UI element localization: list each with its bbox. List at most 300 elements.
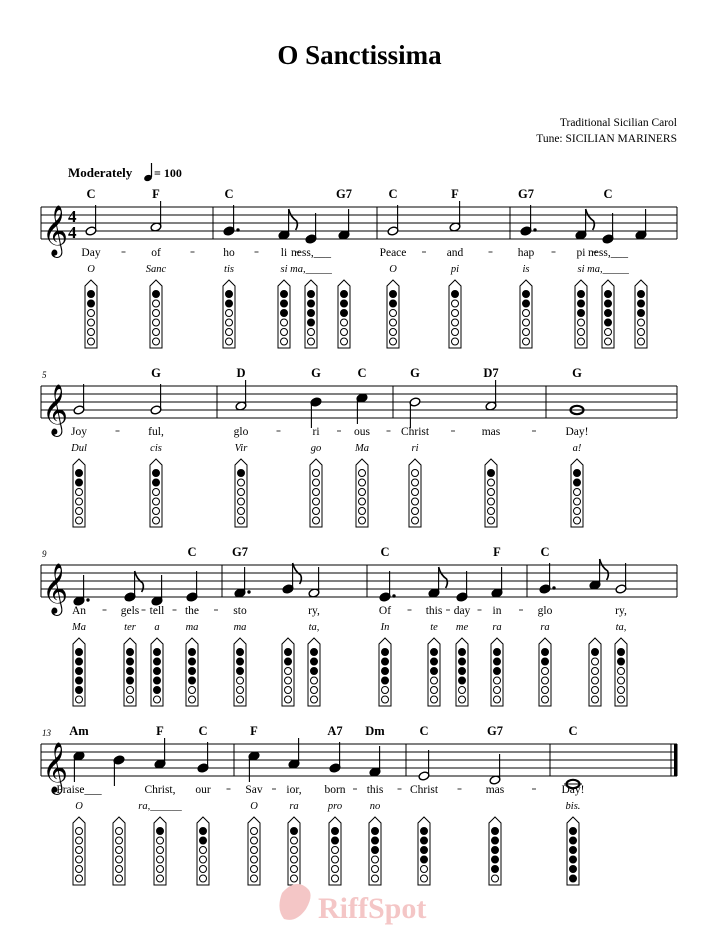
- finger-hole: [492, 828, 499, 835]
- finger-hole: [153, 291, 160, 298]
- chord-symbol: F: [250, 724, 258, 738]
- lyric-verse-1: mas: [481, 426, 501, 438]
- finger-hole: [311, 649, 318, 656]
- lyric-verse-2: no: [369, 801, 381, 812]
- finger-hole: [542, 687, 549, 694]
- finger-hole: [281, 319, 288, 326]
- finger-hole: [291, 866, 298, 873]
- finger-hole: [605, 300, 612, 307]
- lyric-verse-2: a: [154, 622, 160, 633]
- finger-hole: [238, 479, 245, 486]
- chord-symbol: F: [493, 545, 501, 559]
- finger-hole: [116, 837, 123, 844]
- finger-hole: [308, 291, 315, 298]
- whistle-fingering: [615, 638, 627, 706]
- finger-hole: [605, 319, 612, 326]
- finger-hole: [76, 668, 83, 675]
- lyric-verse-1: our: [195, 784, 211, 796]
- finger-hole: [116, 866, 123, 873]
- chord-symbol: G7: [336, 187, 352, 201]
- page-title: O Sanctissima: [277, 40, 442, 70]
- whistle-fingering: [539, 638, 551, 706]
- finger-hole: [285, 658, 292, 665]
- finger-hole: [578, 291, 585, 298]
- finger-hole: [153, 479, 160, 486]
- lyric-verse-2: O: [250, 801, 258, 812]
- finger-hole: [200, 875, 207, 882]
- finger-hole: [570, 875, 577, 882]
- whistle-fingering: [491, 638, 503, 706]
- whistle-fingering: [449, 280, 461, 348]
- finger-hole: [88, 329, 95, 336]
- dot: [392, 594, 395, 597]
- lyric-verse-2: O: [87, 264, 95, 275]
- lyric-verse-2: te: [430, 622, 438, 633]
- finger-hole: [76, 677, 83, 684]
- finger-hole: [226, 329, 233, 336]
- finger-hole: [578, 338, 585, 345]
- finger-hole: [570, 866, 577, 873]
- finger-hole: [412, 470, 419, 477]
- chord-symbol: G: [311, 366, 321, 380]
- finger-hole: [200, 856, 207, 863]
- finger-hole: [76, 847, 83, 854]
- finger-hole: [459, 687, 466, 694]
- finger-hole: [341, 310, 348, 317]
- finger-hole: [153, 300, 160, 307]
- finger-hole: [542, 677, 549, 684]
- finger-hole: [390, 319, 397, 326]
- finger-hole: [431, 687, 438, 694]
- finger-hole: [492, 856, 499, 863]
- finger-hole: [153, 470, 160, 477]
- finger-hole: [542, 649, 549, 656]
- lyric-verse-2: si: [280, 264, 288, 275]
- finger-hole: [251, 828, 258, 835]
- whistle-fingering: [338, 280, 350, 348]
- finger-hole: [88, 338, 95, 345]
- chord-symbol: C: [187, 545, 197, 559]
- finger-hole: [570, 847, 577, 854]
- finger-hole: [372, 856, 379, 863]
- finger-hole: [76, 856, 83, 863]
- finger-hole: [189, 658, 196, 665]
- lyric-verse-1: Praise___: [56, 784, 102, 796]
- finger-hole: [76, 479, 83, 486]
- treble-clef-icon: 𝄞: [42, 564, 69, 613]
- lyric-verse-2: ra: [492, 622, 502, 633]
- chord-symbol: C: [568, 724, 578, 738]
- whistle-fingering: [186, 638, 198, 706]
- finger-hole: [618, 658, 625, 665]
- finger-hole: [157, 875, 164, 882]
- finger-hole: [251, 875, 258, 882]
- finger-hole: [313, 517, 320, 524]
- chord-symbol: C: [603, 187, 613, 201]
- finger-hole: [494, 658, 501, 665]
- finger-hole: [638, 329, 645, 336]
- finger-hole: [238, 498, 245, 505]
- finger-hole: [578, 319, 585, 326]
- finger-hole: [154, 687, 161, 694]
- finger-hole: [332, 875, 339, 882]
- lyric-verse-2: ta,: [615, 622, 627, 633]
- lyric-verse-2: ter: [124, 622, 136, 633]
- finger-hole: [488, 470, 495, 477]
- whistle-fingering: [248, 817, 260, 885]
- finger-hole: [291, 856, 298, 863]
- finger-hole: [488, 489, 495, 496]
- finger-hole: [308, 319, 315, 326]
- finger-hole: [578, 310, 585, 317]
- finger-hole: [570, 837, 577, 844]
- chord-symbol: C: [380, 545, 390, 559]
- lyric-verse-1: ri: [312, 426, 320, 438]
- finger-hole: [459, 696, 466, 703]
- finger-hole: [494, 677, 501, 684]
- whistle-fingering: [85, 280, 97, 348]
- lyric-verse-2: ra,______: [138, 801, 182, 812]
- finger-hole: [431, 649, 438, 656]
- finger-hole: [574, 479, 581, 486]
- finger-hole: [285, 677, 292, 684]
- finger-hole: [459, 649, 466, 656]
- finger-hole: [127, 668, 134, 675]
- finger-hole: [88, 300, 95, 307]
- finger-hole: [359, 498, 366, 505]
- lyric-verse-1: hap: [517, 247, 535, 259]
- finger-hole: [154, 668, 161, 675]
- lyric-verse-2: ma,_____: [587, 264, 629, 275]
- whistle-fingering: [489, 817, 501, 885]
- lyric-verse-1: ior,: [286, 784, 302, 796]
- finger-hole: [523, 300, 530, 307]
- treble-clef-icon: 𝄞: [42, 743, 69, 792]
- lyric-verse-2: me: [455, 622, 469, 633]
- finger-hole: [488, 508, 495, 515]
- finger-hole: [523, 338, 530, 345]
- finger-hole: [281, 310, 288, 317]
- lyric-verse-1: Christ,: [144, 784, 176, 796]
- finger-hole: [452, 291, 459, 298]
- finger-hole: [154, 677, 161, 684]
- lyric-verse-2: si: [577, 264, 585, 275]
- finger-hole: [285, 668, 292, 675]
- note-flag: [289, 209, 298, 230]
- lyric-verse-1: Day!: [565, 426, 589, 438]
- finger-hole: [308, 310, 315, 317]
- credit-line-1: Traditional Sicilian Carol: [559, 117, 677, 129]
- finger-hole: [88, 291, 95, 298]
- lyric-verse-1: day: [453, 605, 471, 617]
- finger-hole: [359, 508, 366, 515]
- finger-hole: [618, 677, 625, 684]
- lyric-verse-2: is: [522, 264, 530, 275]
- finger-hole: [494, 668, 501, 675]
- lyric-verse-1: li: [280, 247, 288, 259]
- finger-hole: [238, 489, 245, 496]
- chord-symbol: A7: [327, 724, 343, 738]
- finger-hole: [452, 329, 459, 336]
- finger-hole: [492, 837, 499, 844]
- lyric-verse-1: ho: [223, 247, 235, 259]
- finger-hole: [372, 875, 379, 882]
- lyric-verse-2: Dul: [71, 443, 87, 454]
- finger-hole: [311, 696, 318, 703]
- finger-hole: [251, 847, 258, 854]
- finger-hole: [157, 847, 164, 854]
- note-flag: [600, 559, 609, 580]
- finger-hole: [251, 837, 258, 844]
- finger-hole: [153, 338, 160, 345]
- lyric-verse-1: ness,___: [291, 247, 331, 259]
- lyric-verse-1: glo: [233, 426, 249, 438]
- finger-hole: [237, 687, 244, 694]
- finger-hole: [592, 658, 599, 665]
- finger-hole: [574, 489, 581, 496]
- final-bar-thick: [674, 744, 678, 776]
- finger-hole: [382, 687, 389, 694]
- whistle-fingering: [428, 638, 440, 706]
- chord-symbol: D: [236, 366, 246, 380]
- finger-hole: [494, 696, 501, 703]
- finger-hole: [452, 310, 459, 317]
- finger-hole: [542, 696, 549, 703]
- finger-hole: [116, 828, 123, 835]
- lyric-verse-2: Sanc: [145, 264, 167, 275]
- finger-hole: [76, 508, 83, 515]
- lyric-verse-2: O: [75, 801, 83, 812]
- lyric-verse-1: this: [425, 605, 443, 617]
- finger-hole: [421, 875, 428, 882]
- lyric-verse-2: bis.: [565, 801, 581, 812]
- whistle-fingering: [379, 638, 391, 706]
- finger-hole: [281, 291, 288, 298]
- finger-hole: [226, 300, 233, 307]
- finger-hole: [76, 498, 83, 505]
- lyric-verse-1: glo: [537, 605, 553, 617]
- finger-hole: [189, 668, 196, 675]
- lyric-verse-1: ry,: [308, 605, 320, 617]
- finger-hole: [226, 291, 233, 298]
- finger-hole: [157, 828, 164, 835]
- finger-hole: [618, 687, 625, 694]
- finger-hole: [332, 828, 339, 835]
- lyric-verse-1: in: [492, 605, 502, 617]
- whistle-fingering: [575, 280, 587, 348]
- lyric-verse-2: ta,: [308, 622, 320, 633]
- lyric-verse-2: a!: [572, 443, 582, 454]
- finger-hole: [638, 310, 645, 317]
- finger-hole: [157, 866, 164, 873]
- chord-symbol: C: [540, 545, 550, 559]
- finger-hole: [76, 687, 83, 694]
- chord-symbol: F: [152, 187, 160, 201]
- whistle-fingering: [282, 638, 294, 706]
- finger-hole: [291, 828, 298, 835]
- whistle-fingering: [635, 280, 647, 348]
- finger-hole: [200, 828, 207, 835]
- finger-hole: [372, 837, 379, 844]
- lyric-verse-1: gels: [120, 605, 140, 617]
- credit-line-2: Tune: SICILIAN MARINERS: [536, 133, 677, 145]
- chord-symbol: F: [451, 187, 459, 201]
- chord-symbol: C: [224, 187, 234, 201]
- finger-hole: [237, 668, 244, 675]
- finger-hole: [332, 847, 339, 854]
- lyric-verse-1: this: [366, 784, 384, 796]
- finger-hole: [431, 696, 438, 703]
- whistle-fingering: [485, 459, 497, 527]
- finger-hole: [382, 696, 389, 703]
- finger-hole: [452, 319, 459, 326]
- finger-hole: [285, 687, 292, 694]
- chord-symbol: D7: [483, 366, 499, 380]
- chord-symbol: G7: [518, 187, 534, 201]
- finger-hole: [412, 489, 419, 496]
- finger-hole: [76, 658, 83, 665]
- finger-hole: [592, 696, 599, 703]
- whistle-fingering: [409, 459, 421, 527]
- lyric-verse-1: the: [184, 605, 200, 617]
- finger-hole: [76, 875, 83, 882]
- whistle-fingering: [150, 459, 162, 527]
- finger-hole: [127, 649, 134, 656]
- finger-hole: [341, 300, 348, 307]
- chord-symbol: G: [572, 366, 582, 380]
- staff-system: [41, 559, 677, 706]
- chord-symbol: G: [151, 366, 161, 380]
- finger-hole: [308, 329, 315, 336]
- lyric-verse-2: ri: [411, 443, 419, 454]
- whistle-fingering: [456, 638, 468, 706]
- finger-hole: [153, 329, 160, 336]
- finger-hole: [372, 828, 379, 835]
- finger-hole: [116, 875, 123, 882]
- finger-hole: [592, 687, 599, 694]
- dot: [247, 590, 250, 593]
- finger-hole: [592, 668, 599, 675]
- finger-hole: [281, 338, 288, 345]
- finger-hole: [542, 658, 549, 665]
- lyric-verse-2: Ma: [72, 622, 86, 633]
- finger-hole: [154, 696, 161, 703]
- whistle-fingering: [73, 459, 85, 527]
- finger-hole: [638, 291, 645, 298]
- lyric-verse-1: ry,: [615, 605, 627, 617]
- finger-hole: [341, 338, 348, 345]
- dot: [236, 228, 239, 231]
- chord-symbol: G7: [232, 545, 248, 559]
- finger-hole: [359, 479, 366, 486]
- finger-hole: [154, 649, 161, 656]
- finger-hole: [226, 310, 233, 317]
- lyric-verse-2: ma: [233, 622, 247, 633]
- finger-hole: [488, 479, 495, 486]
- whistle-fingering: [223, 280, 235, 348]
- lyric-verse-1: and: [446, 247, 464, 259]
- finger-hole: [359, 489, 366, 496]
- whistle-fingering: [571, 459, 583, 527]
- lyric-verse-2: Ma: [355, 443, 369, 454]
- finger-hole: [570, 828, 577, 835]
- lyric-verse-1: ous: [354, 426, 370, 438]
- tempo-bpm: = 100: [154, 166, 182, 180]
- finger-hole: [76, 837, 83, 844]
- finger-hole: [226, 319, 233, 326]
- chord-symbol: G7: [487, 724, 503, 738]
- finger-hole: [359, 470, 366, 477]
- whistle-fingering: [73, 817, 85, 885]
- finger-hole: [618, 668, 625, 675]
- whistle-fingering: [329, 817, 341, 885]
- finger-hole: [382, 677, 389, 684]
- finger-hole: [189, 687, 196, 694]
- chord-symbol: F: [156, 724, 164, 738]
- finger-hole: [452, 338, 459, 345]
- finger-hole: [494, 649, 501, 656]
- chord-symbol: C: [388, 187, 398, 201]
- finger-hole: [127, 696, 134, 703]
- finger-hole: [492, 875, 499, 882]
- whistle-fingering: [154, 817, 166, 885]
- whistle-fingering: [387, 280, 399, 348]
- treble-clef-icon: 𝄞: [42, 385, 69, 434]
- chord-symbol: C: [198, 724, 208, 738]
- time-signature-bottom: 4: [68, 223, 77, 242]
- finger-hole: [492, 866, 499, 873]
- finger-hole: [76, 489, 83, 496]
- whistle-fingering: [589, 638, 601, 706]
- finger-hole: [574, 470, 581, 477]
- measure-number: 5: [42, 370, 47, 380]
- chord-symbol: G: [410, 366, 420, 380]
- chord-symbol: Am: [69, 724, 89, 738]
- finger-hole: [200, 866, 207, 873]
- whistle-fingering: [369, 817, 381, 885]
- finger-hole: [285, 649, 292, 656]
- finger-hole: [431, 658, 438, 665]
- finger-hole: [452, 300, 459, 307]
- finger-hole: [574, 517, 581, 524]
- whistle-fingering: [197, 817, 209, 885]
- finger-hole: [332, 837, 339, 844]
- lyric-verse-2: cis: [150, 443, 162, 454]
- finger-hole: [153, 498, 160, 505]
- finger-hole: [412, 479, 419, 486]
- finger-hole: [421, 847, 428, 854]
- lyric-verse-2: ra: [289, 801, 299, 812]
- finger-hole: [189, 649, 196, 656]
- lyric-verse-1: An: [71, 605, 87, 617]
- whistle-fingering: [356, 459, 368, 527]
- finger-hole: [308, 338, 315, 345]
- finger-hole: [153, 489, 160, 496]
- finger-hole: [238, 508, 245, 515]
- lyric-verse-1: born: [324, 784, 346, 796]
- finger-hole: [88, 310, 95, 317]
- lyric-verse-1: sto: [233, 605, 247, 617]
- lyric-verse-1: Day: [81, 247, 101, 259]
- whistle-fingering: [602, 280, 614, 348]
- whistle-fingering: [235, 459, 247, 527]
- finger-hole: [313, 470, 320, 477]
- whistle-fingering: [567, 817, 579, 885]
- lyric-verse-2: tis: [224, 264, 234, 275]
- finger-hole: [488, 498, 495, 505]
- chord-symbol: Dm: [365, 724, 385, 738]
- finger-hole: [341, 291, 348, 298]
